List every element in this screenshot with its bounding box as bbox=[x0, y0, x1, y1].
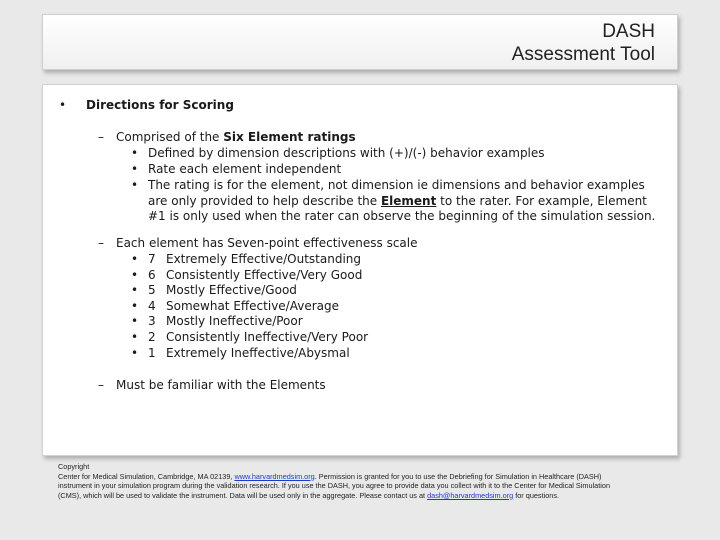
directions-heading: Directions for Scoring bbox=[86, 98, 234, 112]
scale-num-2: 2 bbox=[148, 330, 156, 344]
sub-bullet-marker: • bbox=[131, 267, 139, 282]
sub-bullet-marker: • bbox=[131, 298, 139, 313]
scale-desc-5: Mostly Effective/Good bbox=[166, 283, 297, 298]
scale-desc-1: Extremely Ineffective/Abysmal bbox=[166, 345, 350, 360]
slide-title-line-1: DASH bbox=[602, 21, 655, 42]
slide-title-line-2: Assessment Tool bbox=[511, 44, 655, 65]
dash-marker: – bbox=[98, 130, 104, 144]
email-link[interactable]: dash@harvardmedsim.org bbox=[427, 490, 514, 500]
scale-desc-3: Mostly Ineffective/Poor bbox=[166, 314, 303, 329]
scale-num-1: 1 bbox=[148, 345, 156, 360]
scale-desc-7: Extremely Effective/Outstanding bbox=[166, 252, 362, 266]
sub-bullet-marker: • bbox=[131, 178, 139, 192]
slide-content-box bbox=[42, 84, 678, 456]
dash-marker: – bbox=[98, 236, 104, 250]
scale-num-4: 4 bbox=[148, 298, 156, 313]
scale-num-6: 6 bbox=[148, 267, 156, 282]
item-1-sub-3-line-2: are only provided to help describe the Element to the rater. For example, Element bbox=[148, 193, 647, 208]
sub-bullet-marker: • bbox=[131, 330, 139, 344]
dash-marker: – bbox=[98, 378, 104, 392]
item-1-text: Comprised of the Six Element ratings bbox=[116, 130, 356, 144]
scale-desc-6: Consistently Effective/Very Good bbox=[166, 267, 363, 282]
bullet-marker: • bbox=[59, 98, 67, 112]
scale-num-3: 3 bbox=[148, 314, 156, 329]
scale-num-5: 5 bbox=[148, 283, 156, 298]
item-1-sub-3-line-1: The rating is for the element, not dimension ie dimensions and behavior examples bbox=[148, 178, 645, 192]
scale-desc-2: Consistently Ineffective/Very Poor bbox=[166, 330, 369, 344]
item-1-sub-3-line-3: #1 is only used when the rater can observe the beginning of the simulation session. bbox=[148, 209, 656, 224]
sub-bullet-marker: • bbox=[131, 283, 139, 298]
item-1-sub-1: Defined by dimension descriptions with (+)/(-) behavior examples bbox=[148, 146, 545, 160]
scale-desc-4: Somewhat Effective/Average bbox=[166, 298, 339, 313]
sub-bullet-marker: • bbox=[131, 314, 139, 329]
sub-bullet-marker: • bbox=[131, 146, 139, 160]
element-emphasis: Element bbox=[380, 193, 437, 208]
copyright-line-2: instrument in your simulation program during the validation research. If you use the DASH, you agree to provide data you collect with it to the Center for Medical Simulation bbox=[58, 481, 611, 491]
item-1-sub-2: Rate each element independent bbox=[148, 162, 342, 176]
item-3-text: Must be familiar with the Elements bbox=[116, 378, 326, 392]
copyright-line-3: (CMS), which will be used to validate the instrument. Data will be used only in the aggregate. Please contact us at dash@harvardmedsim.org for questions. bbox=[58, 490, 560, 500]
sub-bullet-marker: • bbox=[131, 345, 139, 360]
item-2-text: Each element has Seven-point effectiveness scale bbox=[116, 236, 418, 250]
slide-title-box bbox=[42, 14, 678, 70]
copyright-heading: Copyright bbox=[58, 462, 90, 471]
website-link[interactable]: www.harvardmedsim.org bbox=[234, 471, 315, 481]
copyright-line-1: Center for Medical Simulation, Cambridge, MA 02139, www.harvardmedsim.org. Permission is granted for you to use the Debriefing for Simulation in Healthcare (DASH) bbox=[58, 471, 602, 481]
scale-num-7: 7 bbox=[148, 252, 156, 266]
sub-bullet-marker: • bbox=[131, 252, 139, 266]
copyright-footer bbox=[58, 462, 668, 500]
sub-bullet-marker: • bbox=[131, 162, 139, 176]
